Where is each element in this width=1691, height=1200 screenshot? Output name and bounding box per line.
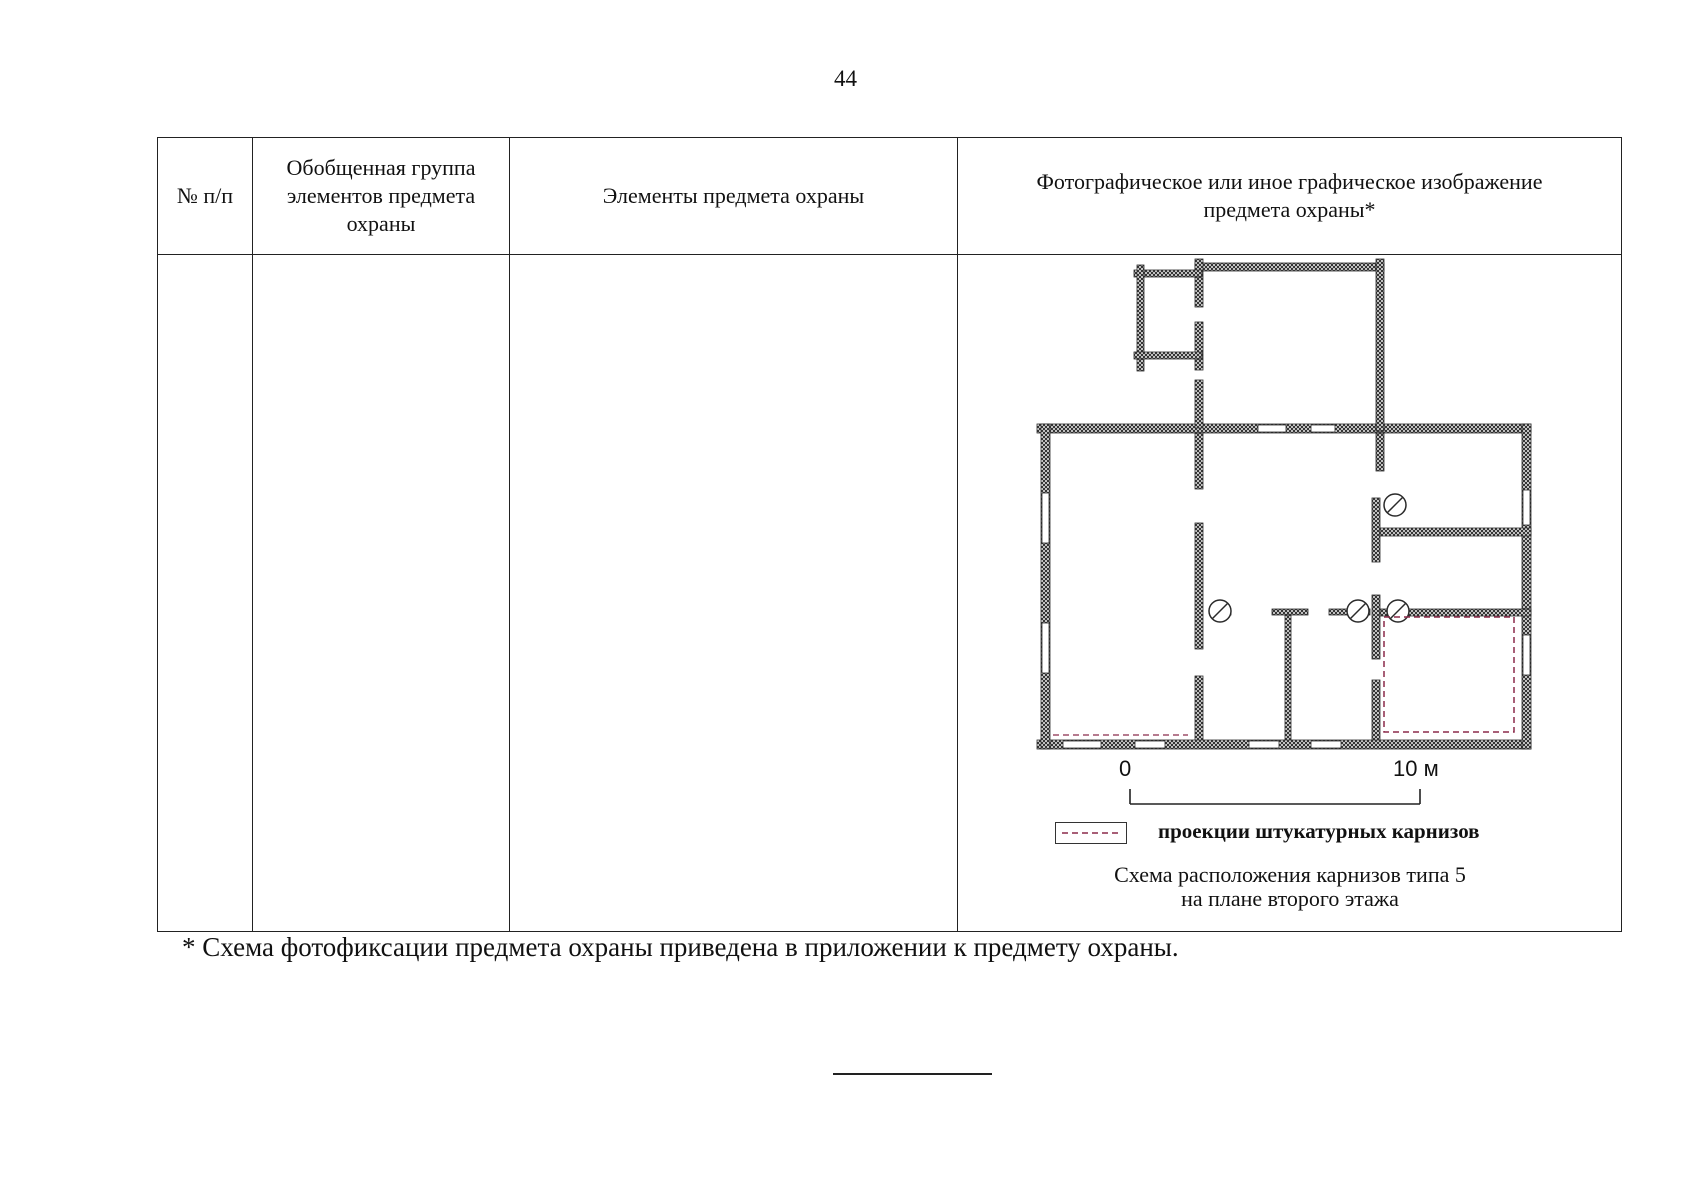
scale-start-label: 0 bbox=[1119, 756, 1132, 781]
header-image bbox=[958, 138, 1622, 255]
table-row bbox=[158, 255, 1622, 932]
cell-group bbox=[253, 255, 510, 932]
table-header-row bbox=[158, 138, 1622, 255]
caption-line: Схема расположения карнизов типа 5 bbox=[1114, 862, 1466, 887]
header-elements: Элементы предмета охраны bbox=[510, 138, 958, 255]
cell-elements bbox=[510, 255, 958, 932]
header-image-line: предмета охраны* bbox=[1203, 197, 1376, 222]
walls bbox=[1037, 259, 1531, 749]
legend-swatch bbox=[1055, 822, 1127, 844]
header-group bbox=[253, 138, 510, 255]
figure-caption bbox=[958, 863, 1622, 911]
end-divider bbox=[833, 1073, 992, 1075]
scale-end-label: 10 м bbox=[1393, 756, 1439, 781]
header-group-line: охраны bbox=[346, 211, 416, 236]
header-image-line: Фотографическое или иное графическое изображение bbox=[1036, 169, 1543, 194]
header-group-line: Обобщенная группа bbox=[286, 155, 476, 180]
cornice-projection bbox=[1384, 617, 1514, 732]
page-number: 44 bbox=[834, 66, 857, 91]
cell-number bbox=[158, 255, 253, 932]
footnote: * Схема фотофиксации предмета охраны приведена в приложении к предмету охраны. bbox=[182, 932, 1179, 962]
legend-label: проекции штукатурных карнизов bbox=[1158, 819, 1480, 843]
caption-line: на плане второго этажа bbox=[1181, 886, 1399, 911]
scale-bar bbox=[1130, 789, 1420, 804]
header-group-line: элементов предмета bbox=[286, 183, 476, 208]
cell-figure bbox=[958, 255, 1622, 932]
header-number: № п/п bbox=[158, 138, 253, 255]
protection-subject-table bbox=[157, 137, 1622, 932]
legend-dash-line bbox=[1056, 823, 1126, 843]
